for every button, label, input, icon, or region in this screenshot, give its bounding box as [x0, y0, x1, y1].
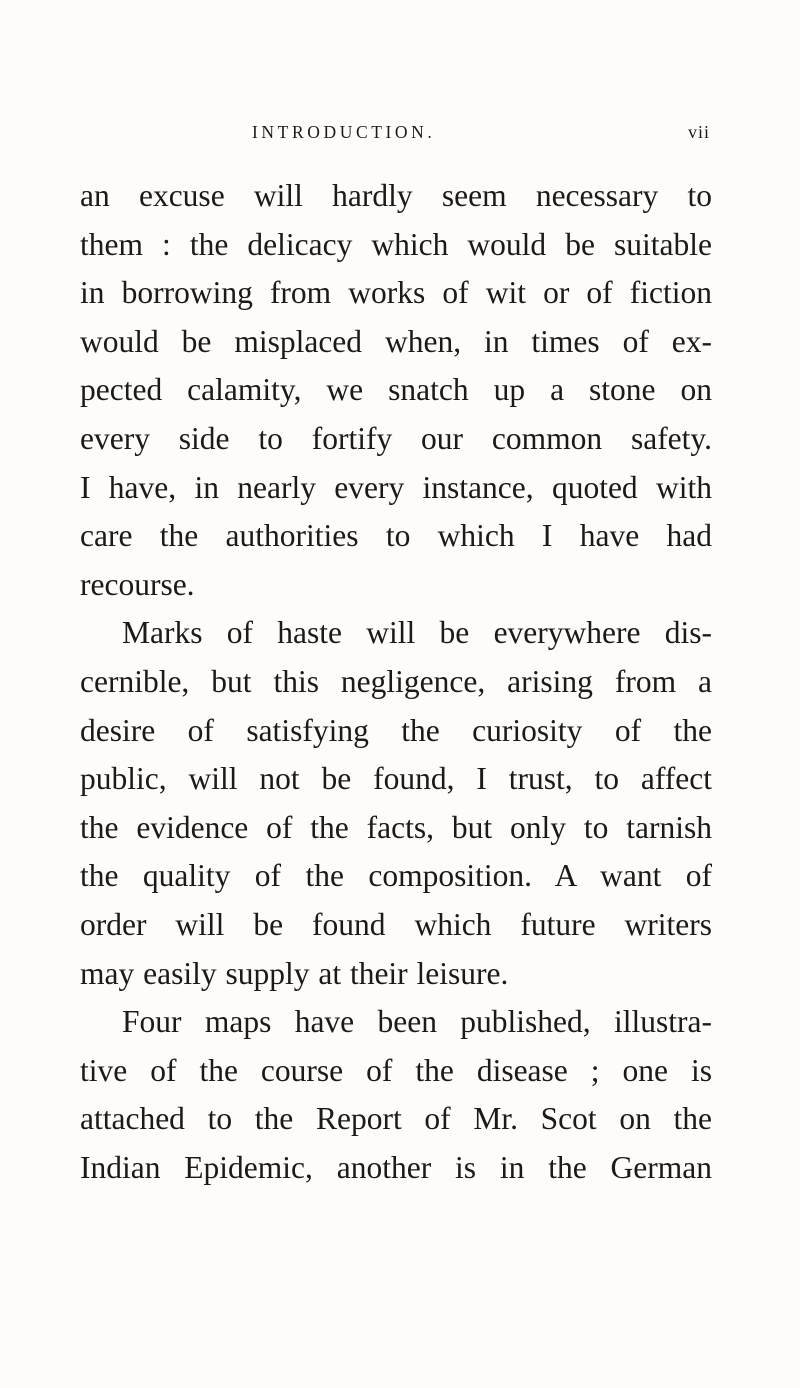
running-head [252, 117, 710, 147]
text-line: pected calamity, we snatch up a stone on [80, 372, 712, 408]
text-line: tive of the course of the disease ; one is [80, 1052, 712, 1088]
text-line: recourse. [80, 566, 195, 602]
text-line: public, will not be found, I trust, to affect [80, 761, 712, 797]
paragraph-start-line: Marks of haste will be everywhere dis- [122, 615, 712, 651]
text-line: attached to the Report of Mr. Scot on the [80, 1101, 712, 1137]
text-line: Indian Epidemic, another is in the German [80, 1149, 712, 1185]
text-line: every side to fortify our common safety. [80, 420, 712, 456]
text-line: care the authorities to which I have had [80, 518, 712, 554]
text-line: may easily supply at their leisure. [80, 955, 509, 991]
text-line: the evidence of the facts, but only to tarnish [80, 809, 712, 845]
text-line: desire of satisfying the curiosity of the [80, 712, 712, 748]
text-line: cernible, but this negligence, arising from a [80, 663, 712, 699]
body-text [80, 172, 712, 1192]
text-line: them : the delicacy which would be suitable [80, 226, 712, 262]
running-title: INTRODUCTION. [252, 122, 436, 142]
text-line: an excuse will hardly seem necessary to [80, 178, 712, 213]
text-line: would be misplaced when, in times of ex- [80, 323, 712, 359]
text-line: in borrowing from works of wit or of fiction [80, 275, 712, 311]
text-line: I have, in nearly every instance, quoted with [80, 469, 712, 505]
text-line: order will be found which future writers [80, 906, 712, 942]
text-line: the quality of the composition. A want of [80, 858, 712, 894]
paragraph-start-line: Four maps have been published, illustra- [122, 1004, 712, 1040]
page-number: vii [687, 122, 710, 142]
